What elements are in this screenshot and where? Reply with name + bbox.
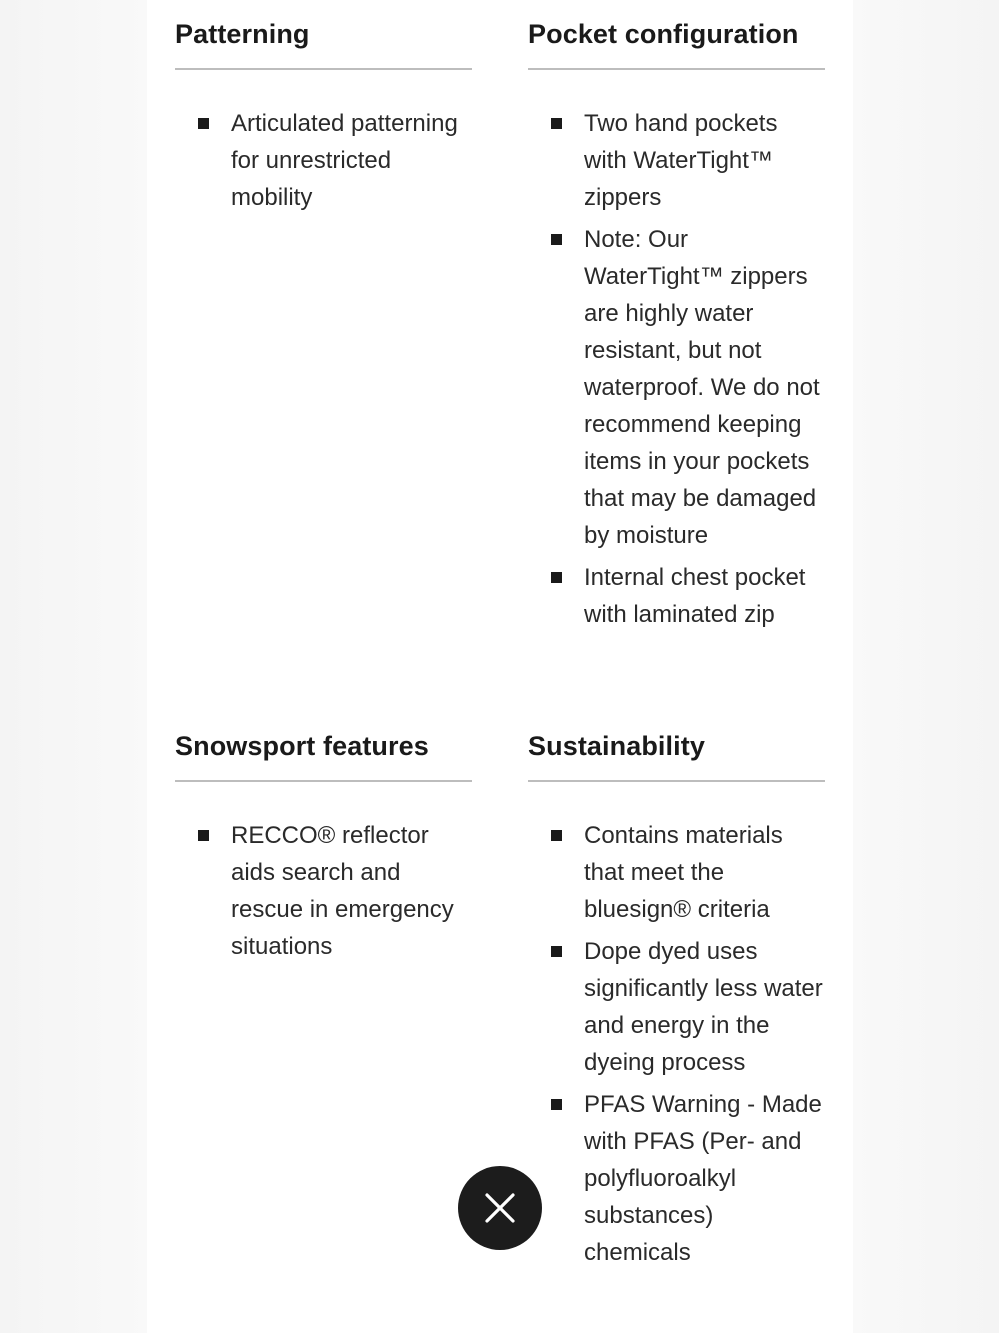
list-item [528,221,825,554]
list-item-text: Dope dyed uses significantly less water and energy in the dyeing process [584,938,823,1076]
section-divider [528,780,825,782]
square-bullet-icon [551,830,562,841]
list-item-text: Note: Our WaterTight™ zippers are highly water resistant, but not waterproof. We do not recommend keeping items in your pockets that may be damaged by moisture [584,226,820,549]
right-backdrop [853,0,999,1333]
square-bullet-icon [198,830,209,841]
list-item [528,1086,825,1271]
close-button[interactable] [458,1166,542,1250]
list-item [528,817,825,928]
square-bullet-icon [551,572,562,583]
close-icon [484,1192,516,1224]
section-snowsport-features [175,728,472,970]
square-bullet-icon [198,118,209,129]
section-pocket-configuration [528,16,825,638]
product-features-panel [147,0,853,1333]
list-item [528,105,825,216]
section-divider [175,780,472,782]
section-title-patterning: Patterning [175,19,310,49]
list-item-text: Internal chest pocket with laminated zip [584,564,806,628]
feature-list-patterning [175,105,472,216]
section-divider [175,68,472,70]
list-item-text: Contains materials that meet the bluesign® criteria [584,822,783,923]
list-item-text: RECCO® reflector aids search and rescue in emergency situations [231,822,454,960]
square-bullet-icon [551,118,562,129]
section-title-snowsport-features: Snowsport features [175,731,429,761]
square-bullet-icon [551,946,562,957]
list-item-text: Articulated patterning for unrestricted mobility [231,110,458,211]
list-item [175,817,472,965]
feature-list-sustainability [528,817,825,1271]
list-item [528,933,825,1081]
section-title-pocket-configuration: Pocket configuration [528,19,799,49]
section-divider [528,68,825,70]
left-backdrop [0,0,147,1333]
section-sustainability [528,728,825,1276]
section-title-sustainability: Sustainability [528,731,705,761]
feature-list-pocket-configuration [528,105,825,633]
list-item-text: PFAS Warning - Made with PFAS (Per- and polyfluoroalkyl substances) chemicals [584,1091,822,1266]
list-item [528,559,825,633]
section-patterning [175,16,472,221]
feature-list-snowsport-features [175,817,472,965]
square-bullet-icon [551,1099,562,1110]
square-bullet-icon [551,234,562,245]
list-item [175,105,472,216]
list-item-text: Two hand pockets with WaterTight™ zippers [584,110,778,211]
